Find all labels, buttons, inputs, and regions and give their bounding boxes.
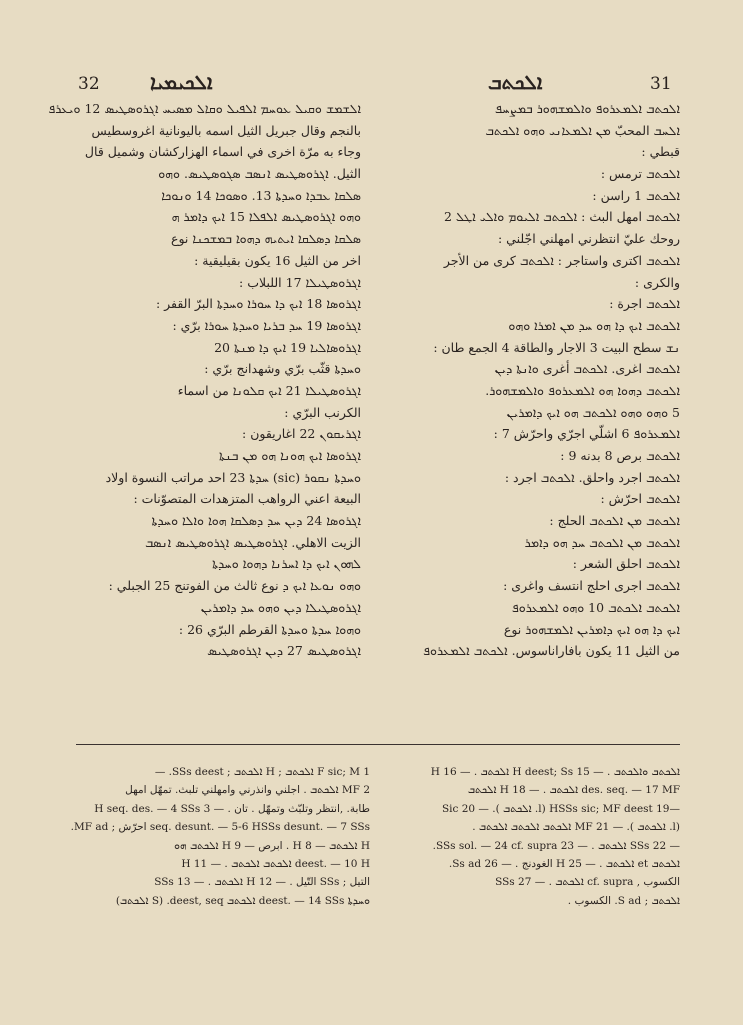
lexicon-line: ܐܠܫܡܫ ܘܩܝܠ ܥܘܚܡ ܐܠܦܝܠ ܘܩܐܠ ܡܣܝܚ ܐܓܪܘܣܛܝܣ 12 ܘܝܥܪܦ: [48, 101, 361, 116]
lexicon-line: ܐܓܪܘܣܛܝܣ 27 ܕܝܢ ܐܓܪܘܣܛܝܣ: [207, 643, 361, 659]
lexicon-line: ܣܠܩܐ ܥܒܕܐ ܘܚܕܬܐ 13. ܘܣܘܟܐ 14 ܘܢܘܟܐ: [161, 187, 361, 203]
lexicon-line: ܐܠܟܬܒ ܐܠܡܥܪܘܦ ܘܐܠܡܫܗܘܪ ܒܡܨܚܦ: [494, 101, 680, 116]
lexicon-line: ܐܠܟܬܒ احلق الشعر :: [572, 556, 680, 572]
lexicon-line: روحك عليّ انتظرني امهلني اجّلني :: [498, 231, 680, 247]
lexicon-line: ܣܠܩܐ ܕܣܠܩܐ ܐܝܬܝܗ ܕܗܘܐ ܒܡܫܟܢܐ نوع: [171, 231, 361, 247]
lexicon-line: ܐܠܟܬܒ اجرة :: [609, 296, 680, 312]
lexicon-line: ܐܓܪܘܣܐܠܝܐ 19 ܐܝܟ ܕܐ ܡܢܬܐ 20: [214, 339, 361, 355]
lexicon-line: الكرنب البرّي :: [284, 404, 361, 420]
lexicon-line: البيعة اعني الرواهب المتزهدات المتصوّنات :: [133, 491, 361, 507]
page-number-right: 31: [650, 74, 672, 94]
lexicon-line: اخر من الثيل 16 يكون بقيليقية :: [194, 252, 361, 268]
page-number-left: 32: [78, 74, 100, 94]
footnote-line: deest. — 10 H ܐܠܟܬܒ ܐܠܟܬܒ . — 11 H: [181, 857, 370, 870]
lexicon-line: ܘܗܘܐ ܚܕܬܐ ܘܚܕܬܐ القرطم البرّي 26 :: [178, 621, 361, 637]
lexicon-line: ܐܠܟܬܒ ܐܠܟܬܒ 10 ܘܗܘ ܐܠܡܥܪܘܦ: [511, 599, 680, 615]
lexicon-line: ܐܠܟܬܒ اغرى. ܐܠܟܬܒ أغرى ܘܐܢܬܐ ܕܝܢ: [494, 361, 680, 377]
lexicon-line: ܐܝܟ ܕܐ ܗܘ ܐܝܟ ܕܐܡܪܝܢ ܐܠܡܫܗܘܪ نوع: [503, 621, 680, 637]
footnotes-right: [386, 763, 680, 910]
lexicon-line: ܐܠܟܬܒ برص 8 بدنه 9 :: [560, 448, 680, 463]
lexicon-line: ܐܓܪܘܣܐ 18 ܐܝܟ ܕܐ ܚܘܪܐ ܘܚܕܬܐ البرّ القفر :: [155, 296, 361, 312]
lexicon-line: بالنجم وقال جبريل الثيل اسمه باليونانية اغروسطيس: [91, 122, 361, 138]
footnote-line: 2 MF ܐܠܟܬܒ . اجلني وانذرني وامهلني تلبث. تمهّل امهل: [125, 784, 370, 797]
footnote-line: الكسوب , cf. supra ܐܠܟܬܒ . — 27 SSs: [495, 876, 680, 889]
lexicon-line: ܐܠܟܬܒ ترمس :: [600, 166, 680, 182]
lexicon-line: ܐܓܪܘܣܛܝܠܐ 17 اللبلاب :: [239, 274, 361, 290]
lexicon-column-right: [380, 98, 680, 662]
footnote-line: ܐܠܟܬܒ ܘܐܠܟܬܒ . — 15 H deest; Ss ܐܠܟܬܒ . — 16 H: [430, 766, 680, 778]
lexicon-line: ܢܫ سطح البيت 3 الاجار والطاقة 4 الجمع طان :: [433, 339, 680, 355]
lexicon-line: ܘܗܘ ܐܓܪܘܣܛܝܣ ܐܠܦܠܐ 15 ܐܝܟ ܕܐܡܪ ܗ: [171, 209, 361, 225]
lexicon-line: والكرى :: [634, 274, 680, 290]
lexicon-line: من الثيل 11 يكون بافاراناسوس. ܐܠܟܬܒ ܐܠܡܥܪܘܦ: [423, 643, 680, 659]
lexicon-line: ܘܚܕܬܐ قثّب برّي وشهدانج برّي :: [204, 361, 361, 377]
lexicon-line: ܠܗܘܢ ܐܝܟ ܕܐ ܐܚܪܢܐ ܕܗܘܐ ܘܚܕܬܐ: [212, 556, 361, 572]
lexicon-line: ܐܠܡܥܪܘܦ 6 اشلّي اجرّي واحرّش 7 :: [493, 426, 680, 442]
footnote-line: التيل ; SSs التّيل . — 12 H ܐܠܟܬܒ . — 13 SSs: [154, 876, 370, 889]
lexicon-line: ܐܓܪܘܣܐ 19 ܚܕ ܒܪܝܐ ܘܚܕܬܐ ܚܘܪܐ برّي :: [172, 317, 361, 333]
footnote-line: ܐܠܟܬܒ ; S ad. الكسوب .: [567, 894, 680, 907]
lexicon-line: ܘܗܘ ܢܘܥܐ ܐܝܟ ܕ نوع ثالث من الفوتنج 25 الجبلي :: [108, 578, 361, 594]
footnote-line: des. seq. — 17 MF ܐܠܟܬܒ . — 18 H ܐܠܟܬܒ: [467, 784, 680, 797]
running-title-right: ܐܠܟܬܒ: [488, 70, 543, 94]
lexicon-line: ܐܠܟܬܒ اكترى واستاجر : ܐܠܟܬܒ كرى من الأجر: [443, 252, 680, 268]
footnote-line: seq. desunt. — 5-6 HSSs desunt. — 7 SSs احرّش ; MF ad.: [70, 821, 370, 834]
lexicon-line: ܐܓܪܘܣܐ 24 ܕܝܢ ܚܕ ܕܣܠܩܐ ܗܘܐ ܘܐܠܐ ܘܚܕܬܐ: [151, 513, 361, 529]
footnote-line: —19 HSSs sic; MF deest (l. ܐܠܟܬܒ ). — 20 Sic: [441, 802, 680, 815]
lexicon-line: الزيت الاهلي. ܐܓܪܘܣܛܝܣ ܐܓܪܘܣܛܝܣ ܐܢܣܒ: [145, 534, 361, 550]
footnote-line: ܐܠܟܬܒ et ܐܠܟܬܒ . — 25 H الغودنج . — 26 Ss ad.: [448, 857, 680, 870]
lexicon-line: ܐܠܟܬܒ 1 راسن :: [592, 187, 680, 203]
footnote-line: H ܐܠܟܬܒ — 8 H . ابرص — 9 H ܐܠܟܬܒ ܗܘ: [174, 839, 370, 852]
footnote-line: (l. ܐܠܟܬܒ ). — 21 MF ܐܠܟܬܒ ܐܠܟܬܒ ܐܠܟܬܒ .: [472, 821, 680, 834]
lexicon-line: ܐܠܟܬܒ ܕܗܘܐ ܗܘ ܐܠܡܥܪܘܦ ܘܐܠܡܫܗܘܪ.: [485, 382, 680, 398]
lexicon-line: 5 ܘܗܘ ܘܗܘ ܐܠܟܬܒ ܗܘ ܐܝܟ ܕܐܡܪܝܢ: [506, 404, 680, 420]
lexicon-line: الثيل. ܐܓܪܘܣܛܝܣ ܐܢܣܒ ܣܓܘܣܛܝܣ. ܘܗܘ: [158, 166, 361, 182]
footnote-line: 1 F sic; M ܐܠܟܬܒ ; H ܐܠܟܬܒ ; SSs deest. —: [154, 766, 370, 778]
lexicon-line: ܐܠܟܬܒ ܐܝܟ ܕܐ ܗܘ ܚܕ ܡܢ ܐܡܪܐ ܘܗܘ: [508, 317, 680, 333]
lexicon-column-left: [48, 98, 361, 662]
lexicon-line: ܐܠܟܬܒ ܡܢ ܐܠܟܬܒ الحلج :: [549, 513, 680, 529]
lexicon-line: ܐܠܟܬܒ اجرى احلج انتسف واغرى :: [503, 578, 680, 594]
lexicon-line: ܐܠܟܬܒ امهل البث : ܐܠܟܬܒ ܐܠܝܘܡ ܘܐܠܝ ܐܛܠ 2: [443, 209, 680, 225]
lexicon-line: ܐܠܟܬܒ اجرد واحلق. ܐܠܟܬܒ اجرد :: [504, 469, 680, 485]
lexicon-line: ܐܓܪܘܣܛܝܠܐ 21 ܐܝܟ ܩܠܘܢܐ من اسماء: [177, 382, 361, 398]
lexicon-line: ܐܠܟܬܒ ܡܢ ܐܠܟܬܒ ܚܕ ܗܘ ܕܐܡܪ: [524, 534, 680, 550]
lexicon-line: ܘܚܕܬܐ ܢܩܘܪ (sic) ܚܕܬܐ 23 احد مراتب النسوة اولاد: [105, 469, 361, 485]
footnote-rule: [76, 744, 680, 745]
running-title-left: ܐܠܟܝܡܝܐ: [150, 70, 213, 94]
lexicon-line: ܐܓܪܘܣܐ ܐܝܟ ܗܘܢܐ ܗܘ ܡܢ ܒܢܬܐ: [218, 448, 361, 463]
lexicon-line: ܐܠܚܒ المحبّ ܡܢ ܐܠܡܥܐܢܝ ܘܗܘ ܐܠܟܬܒ: [485, 122, 680, 138]
footnote-line: طابة. ,انتظر وتلبّث وتمهّل . تان . — 3 H seq. des. — 4 SSs: [94, 802, 370, 815]
lexicon-line: وجاء به مرّة اخرى في اسماء الهزاركشان وشميل قال: [84, 144, 361, 160]
footnote-line: ܘܚܕܬܐ deest. — 14 SSs ܐܠܟܬܒ deest, seq. (S ܐܠܟܬܒ): [115, 894, 370, 907]
footnote-line: — 22 SSs ܐܠܟܬܒ . — 23 SSs sol. — 24 cf. supra.: [432, 839, 680, 852]
lexicon-line: ܐܓܪܝܩܘܢ 22 اغاريقون :: [242, 426, 361, 442]
footnotes-left: [70, 763, 370, 910]
lexicon-line: ܐܠܟܬܒ احرّش :: [600, 491, 680, 507]
lexicon-line: قبطي :: [641, 144, 680, 160]
lexicon-line: ܐܓܪܘܣܛܝܠܐ ܕܝܢ ܘܗܘ ܚܕ ܕܐܡܪܝܢ: [200, 599, 361, 615]
